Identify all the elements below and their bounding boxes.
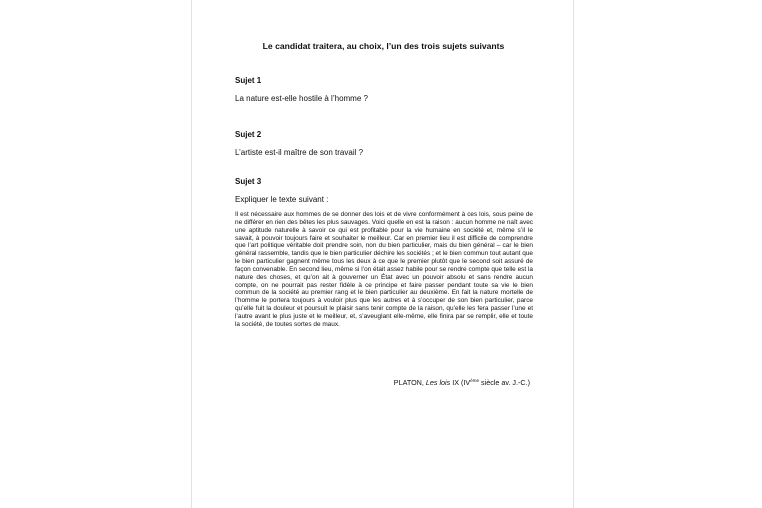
- exam-instruction-title: Le candidat traitera, au choix, l’un des trois sujets suivants: [262, 41, 505, 51]
- passage-attribution: [394, 378, 530, 387]
- philosophy-passage: Il est nécessaire aux hommes de se donner des lois et de vivre conformément à ces lois, sous peine de ne différer en rien des bêtes les plus sauvages. Voici quelle en est la raison : aucun homme ne naît avec une aptitude naturelle à savoir ce qui est profitable pour la vie humaine en société et, même s’il le savait, à pouvoir toujours faire et souhaiter le meilleur. Car en premier lieu il est difficile de comprendre que l’art politique véritable doit prendre soin, non du bien particulier, mais du bien général – car le bien général rassemble, tandis que le bien particulier déchire les sociétés ; et le bien commun tout autant que le bien particulier gagnent même tous les deux à ce que le premier plutôt que le second soit assuré de façon convenable. En second lieu, même si l’on était assez habile pour se rendre compte que telle est la nature des choses, et qu’on ait à gouverner un État avec un pouvoir absolu et sans rendre aucun compte, on ne pourrait pas rester fidèle à ce principe et faire passer pendant toute sa vie le bien commun de la société au premier rang et le bien particulier au deuxième. En fait la nature mortelle de l’homme le portera toujours à vouloir plus que les autres et à s’occuper de son bien particulier, parce qu’elle fuit la douleur et poursuit le plaisir sans tenir compte de la raison, qu’elle les fera passer l’une et l’autre avant le plus juste et le meilleur, et, s’aveuglant elle-même, elle finira par se remplir, elle et toute la société, de toutes sortes de maux.: [235, 211, 533, 328]
- attribution-work: Les lois: [425, 378, 451, 387]
- subject-2-heading: Sujet 2: [235, 130, 262, 139]
- subject-2-question: L’artiste est-il maître de son travail ?: [235, 148, 364, 157]
- attribution-century: siècle av. J.-C.): [481, 378, 530, 387]
- exam-page: [191, 0, 574, 508]
- subject-1-question: La nature est-elle hostile à l’homme ?: [235, 94, 368, 103]
- subject-3-heading: Sujet 3: [235, 177, 262, 186]
- subject-3-instruction: Expliquer le texte suivant :: [235, 195, 329, 204]
- subject-1-heading: Sujet 1: [235, 76, 262, 85]
- attribution-author: PLATON,: [393, 378, 424, 387]
- attribution-century-sup: ème: [470, 378, 479, 383]
- attribution-book: IX (IV: [452, 378, 471, 387]
